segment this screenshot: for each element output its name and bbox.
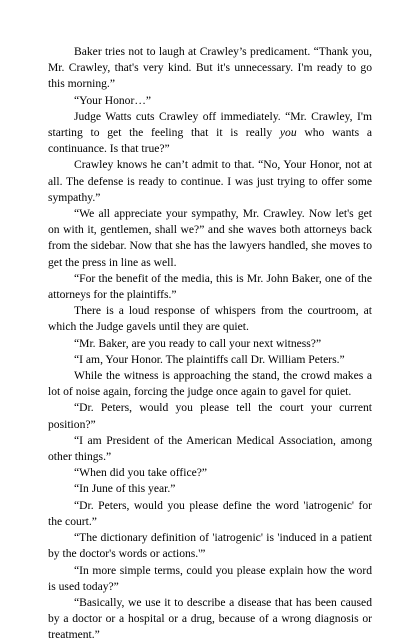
paragraph-6: “For the benefit of the media, this is Mr. John Baker, one of the attorneys for the plaintiffs.”	[48, 271, 372, 302]
paragraph-10: While the witness is approaching the stand, the crowd makes a lot of noise again, forcing the judge once again to gavel for quiet.	[48, 369, 372, 399]
paragraph-13: “When did you take office?”	[74, 466, 208, 480]
paragraph-4: Crawley knows he can’t admit to that. “No, Your Honor, not at all. The defense is ready to continue. I was just trying to offer some sympathy.”	[48, 158, 372, 204]
emphasis-you: you	[279, 126, 297, 140]
paragraph-8: “Mr. Baker, are you ready to call your next witness?”	[74, 336, 322, 350]
paragraph-11: “Dr. Peters, would you please tell the court your current position?”	[48, 401, 372, 431]
paragraph-7: There is a loud response of whispers from the courtroom, at which the Judge gavels until they are quiet.	[48, 304, 372, 334]
paragraph-9: “I am, Your Honor. The plaintiffs call Dr. William Peters.”	[74, 352, 345, 366]
paragraph-5: “We all appreciate your sympathy, Mr. Crawley. Now let's get on with it, gentlemen, shall we?” and she waves both attorneys back from the sidebar. Now that she has the lawyers handled, she moves to get the press in line as well.	[48, 207, 372, 269]
paragraph-16: “The dictionary definition of 'iatrogenic' is 'induced in a patient by the doctor's words or actions.'”	[48, 531, 372, 561]
paragraph-2: “Your Honor…”	[74, 93, 152, 107]
page-body-text	[48, 44, 372, 644]
paragraph-12: “I am President of the American Medical Association, among other things.”	[48, 433, 372, 464]
paragraph-14: “In June of this year.”	[74, 482, 176, 496]
paragraph-3-before: Judge Watts cuts Crawley off immediately. “Mr. Crawley, I'm starting to get the feeling that it is really	[48, 109, 372, 140]
paragraph-17: “In more simple terms, could you please explain how the word is used today?”	[48, 563, 372, 593]
paragraph-18: “Basically, we use it to describe a disease that has been caused by a doctor or a hospital or a drug, because of a wrong diagnosis or treatment.”	[48, 595, 372, 642]
paragraph-3	[48, 109, 372, 158]
paragraph-1: Baker tries not to laugh at Crawley’s predicament. “Thank you, Mr. Crawley, that's very kind. But it's unnecessary. I'm ready to go this morning.”	[48, 45, 372, 91]
paragraph-15: “Dr. Peters, would you please define the word 'iatrogenic' for the court.”	[48, 498, 372, 528]
paragraph-3-after: who wants a continuance. Is that true?”	[48, 126, 372, 156]
